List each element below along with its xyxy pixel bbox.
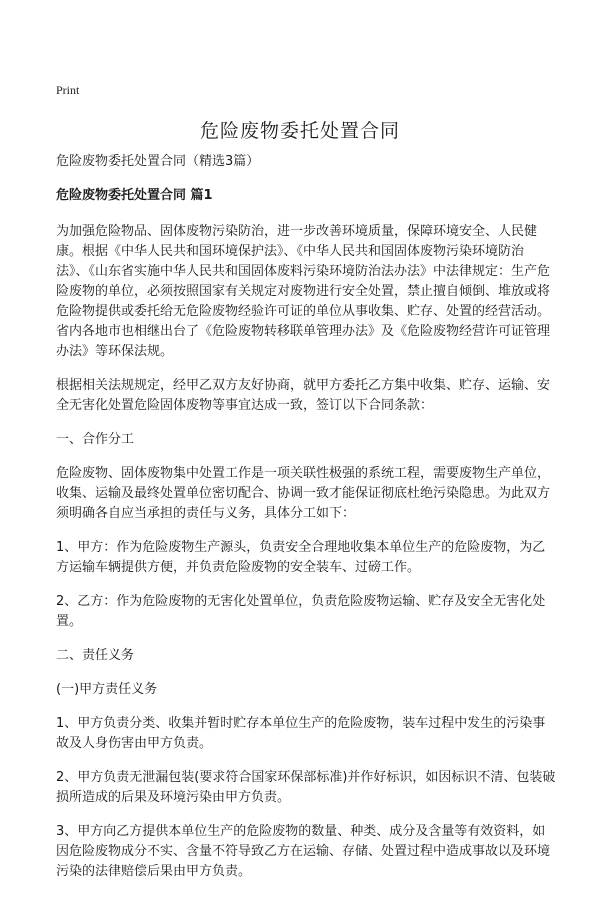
section-heading: 危险废物委托处置合同 篇1 bbox=[56, 188, 213, 203]
clause-3: 3、甲方向乙方提供本单位生产的危险废物的数量、种类、成分及含量等有效资料，如因危险废物成分不实、含量不符导致乙方在运输、存储、处置过程中造成事故以及环境污染的法律赔偿后果由甲方负责。 bbox=[56, 824, 551, 879]
paragraph-party-b-role: 2、乙方：作为危险废物的无害化处置单位，负责危险废物运输、贮存及安全无害化处置。 bbox=[56, 594, 546, 629]
paragraph-party-a-role: 1、甲方：作为危险废物生产源头，负责安全合理地收集本单位生产的危险废物，为乙方运输车辆提供方便，并负责危险废物的安全装车、过磅工作。 bbox=[56, 540, 546, 575]
heading-party-a-responsibilities: (一)甲方责任义务 bbox=[56, 682, 158, 697]
clause-2: 2、甲方负责无泄漏包装(要求符合国家环保部标准)并作好标识，如因标识不清、包装破损所造成的后果及环境污染由甲方负责。 bbox=[56, 770, 556, 805]
document-subtitle: 危险废物委托处置合同（精选3篇） bbox=[56, 154, 260, 169]
print-label: Print bbox=[56, 83, 80, 97]
document-body bbox=[56, 152, 556, 896]
heading-responsibilities: 二、责任义务 bbox=[56, 648, 135, 663]
heading-cooperation: 一、合作分工 bbox=[56, 432, 135, 447]
paragraph-agreement: 根据相关法规规定，经甲乙双方友好协商，就甲方委托乙方集中收集、贮存、运输、安全无害化处置危险固体废物等事宜达成一致，签订以下合同条款： bbox=[56, 378, 551, 413]
clause-1: 1、甲方负责分类、收集并暂时贮存本单位生产的危险废物，装车过程中发生的污染事故及人身伤害由甲方负责。 bbox=[56, 716, 546, 751]
paragraph-cooperation: 危险废物、固体废物集中处置工作是一项关联性极强的系统工程，需要废物生产单位，收集、运输及最终处置单位密切配合、协调一致才能保证彻底杜绝污染隐患。为此双方须明确各自应当承担的责任与义务，具体分工如下： bbox=[56, 466, 551, 521]
document-title: 危险废物委托处置合同 bbox=[199, 120, 400, 142]
paragraph-intro: 为加强危险物品、固体废物污染防治，进一步改善环境质量，保障环境安全、人民健康。根据《中华人民共和国环境保护法》、《中华人民共和国固体废物污染环境防治法》、《山东省实施中华人民共和国固体废料污染环境防治法办法》中法律规定：生产危险废物的单位，必须按照国家有关规定对废物进行安全处置，禁止擅自倾倒、堆放或将危险物提供或委托给无危险废物经验许可证的单位从事收集、贮存、处置的经营活动。省内各地市也相继出台了《危险废物转移联单管理办法》及《危险废物经营许可证管理办法》等环保法规。 bbox=[56, 224, 551, 359]
